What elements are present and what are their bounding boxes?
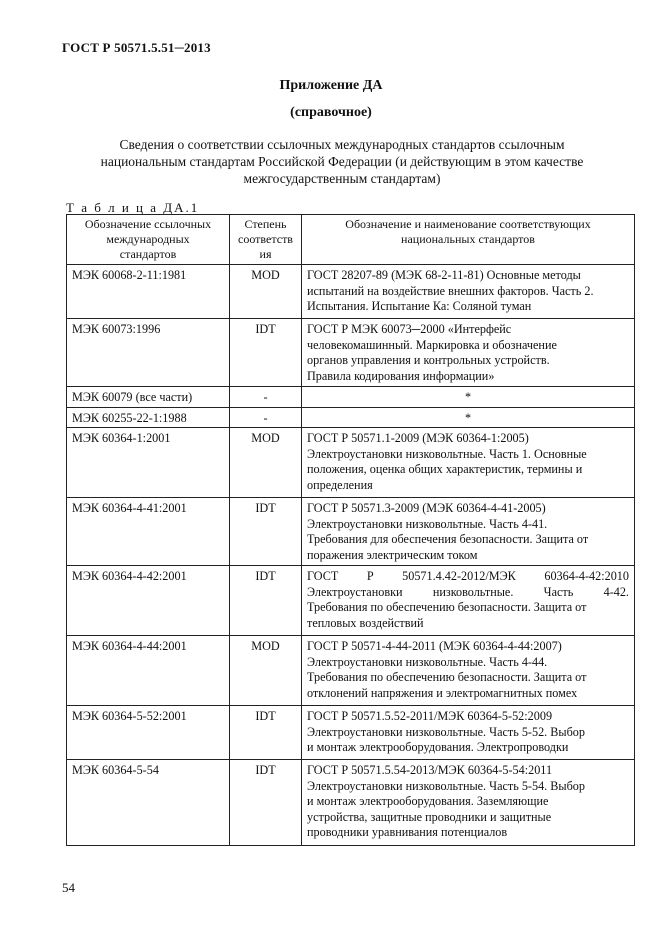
national-line: Требования по обеспечению безопасности. Защита от — [307, 670, 587, 684]
word: Электроустановки — [307, 584, 403, 599]
header-line: соответств — [238, 232, 293, 246]
national-line: Электроустановки низковольтные. Часть 1. Основные — [307, 446, 587, 461]
national-standard-cell — [302, 760, 635, 846]
table-row — [67, 428, 635, 498]
national-standard-cell — [302, 265, 635, 319]
degree-cell: IDT — [230, 566, 302, 636]
degree-cell: MOD — [230, 428, 302, 498]
national-standard-cell — [302, 319, 635, 387]
appendix-intro — [64, 136, 620, 187]
intl-standard-cell: МЭК 60255-22-1:1988 — [67, 407, 230, 428]
national-standard-cell — [302, 706, 635, 760]
table-row — [67, 498, 635, 566]
national-standard-cell: * — [302, 387, 635, 408]
degree-cell: IDT — [230, 760, 302, 846]
page-number: 54 — [62, 880, 75, 895]
header-degree — [230, 215, 302, 265]
standards-table — [66, 214, 635, 846]
appendix-subtitle: (справочное) — [290, 105, 372, 120]
table-row — [67, 566, 635, 636]
national-line: органов управления и контрольных устройств. — [307, 353, 550, 367]
national-standard-cell — [302, 636, 635, 706]
word: Р — [366, 569, 374, 583]
national-standard-cell: * — [302, 407, 635, 428]
word: ГОСТ — [307, 569, 339, 583]
appendix-title: Приложение ДА — [279, 78, 383, 93]
intl-standard-cell: МЭК 60068-2-11:1981 — [67, 265, 230, 319]
national-line-justified — [307, 569, 629, 585]
national-line: Электроустановки низковольтные. Часть 5-52. Выбор — [307, 724, 585, 739]
intl-standard-cell: МЭК 60364-1:2001 — [67, 428, 230, 498]
national-line: устройства, защитные проводники и защитные — [307, 809, 552, 824]
national-line: и монтаж электрооборудования. Электропроводки — [307, 740, 569, 754]
header-line: ия — [259, 247, 272, 261]
header-line: Обозначение ссылочных — [84, 217, 212, 231]
word: 60364-4-42:2010 — [544, 569, 629, 583]
degree-cell: - — [230, 387, 302, 408]
table-row — [67, 636, 635, 706]
degree-cell: IDT — [230, 319, 302, 387]
national-line: ГОСТ Р 50571.3-2009 (МЭК 60364-4-41-2005) — [307, 501, 546, 515]
degree-cell: - — [230, 407, 302, 428]
word: 50571.4.42-2012/МЭК — [402, 569, 516, 583]
national-line: отклонений напряжения и электромагнитных помех — [307, 685, 578, 700]
degree-cell: MOD — [230, 265, 302, 319]
intl-standard-cell: МЭК 60364-4-42:2001 — [67, 566, 230, 636]
table-header-row — [67, 215, 635, 265]
national-standard-cell — [302, 428, 635, 498]
intl-standard-cell: МЭК 60364-5-52:2001 — [67, 706, 230, 760]
national-line-justified — [307, 585, 629, 601]
intro-line: национальным стандартам Российской Федерации (и действующим в этом качестве — [100, 154, 584, 169]
national-line: определения — [307, 477, 373, 492]
national-line: ГОСТ Р 50571.5.52-2011/МЭК 60364-5-52:2009 — [307, 709, 553, 723]
national-line: Электроустановки низковольтные. Часть 4-44. — [307, 654, 548, 669]
national-line: Испытания. Испытание Ка: Соляной туман — [307, 299, 532, 313]
national-line: человекомашинный. Маркировка и обозначение — [307, 337, 557, 352]
national-line: ГОСТ Р 50571.5.54-2013/МЭК 60364-5-54:2011 — [307, 763, 553, 777]
degree-cell: IDT — [230, 706, 302, 760]
national-line: Электроустановки низковольтные. Часть 4-41. — [307, 516, 548, 531]
intl-standard-cell: МЭК 60364-4-41:2001 — [67, 498, 230, 566]
table-label: Т а б л и ц а ДА.1 — [66, 200, 200, 215]
national-line: ГОСТ Р 50571-4-44-2011 (МЭК 60364-4-44:2007) — [307, 639, 562, 653]
intl-standard-cell: МЭК 60073:1996 — [67, 319, 230, 387]
national-line: положения, оценка общих характеристик, термины и — [307, 462, 583, 476]
table-row — [67, 387, 635, 408]
header-line: национальных стандартов — [401, 232, 535, 246]
national-line: проводники уравнивания потенциалов — [307, 825, 508, 839]
table-row — [67, 319, 635, 387]
national-line: Электроустановки низковольтные. Часть 5-54. Выбор — [307, 778, 585, 793]
intl-standard-cell: МЭК 60364-5-54 — [67, 760, 230, 846]
table-row — [67, 265, 635, 319]
table-row — [67, 760, 635, 846]
intl-standard-cell: МЭК 60364-4-44:2001 — [67, 636, 230, 706]
intro-line: Сведения о соответствии ссылочных международных стандартов ссылочным — [119, 137, 565, 152]
national-line: поражения электрическим током — [307, 547, 478, 562]
national-line: Требования по обеспечению безопасности. Защита от — [307, 600, 587, 614]
intro-line: межгосударственным стандартам) — [243, 171, 441, 186]
national-line: и монтаж электрооборудования. Заземляющие — [307, 794, 549, 808]
national-line: тепловых воздействий — [307, 615, 424, 630]
word: низковольтные. — [432, 584, 514, 599]
national-line: Требования для обеспечения безопасности. Защита от — [307, 532, 589, 546]
national-line: ГОСТ 28207-89 (МЭК 68-2-11-81) Основные методы — [307, 268, 581, 282]
header-intl-standard — [67, 215, 230, 265]
table-row — [67, 706, 635, 760]
national-standard-cell — [302, 498, 635, 566]
degree-cell: MOD — [230, 636, 302, 706]
national-line: ГОСТ Р МЭК 60073─2000 «Интерфейс — [307, 322, 512, 336]
table-row — [67, 407, 635, 428]
header-national-standard — [302, 215, 635, 265]
national-line: ГОСТ Р 50571.1-2009 (МЭК 60364-1:2005) — [307, 431, 529, 445]
word: Часть — [543, 584, 574, 599]
header-line: Обозначение и наименование соответствующих — [345, 217, 591, 231]
national-standard-cell — [302, 566, 635, 636]
intl-standard-cell: МЭК 60079 (все части) — [67, 387, 230, 408]
header-line: стандартов — [119, 247, 177, 261]
word: 4-42. — [603, 584, 629, 599]
header-line: международных — [106, 232, 190, 246]
degree-cell: IDT — [230, 498, 302, 566]
header-line: Степень — [244, 217, 287, 231]
document-code: ГОСТ Р 50571.5.51─2013 — [62, 40, 211, 55]
national-line: испытаний на воздействие внешних факторов. Часть 2. — [307, 283, 594, 298]
national-line: Правила кодирования информации» — [307, 368, 495, 383]
